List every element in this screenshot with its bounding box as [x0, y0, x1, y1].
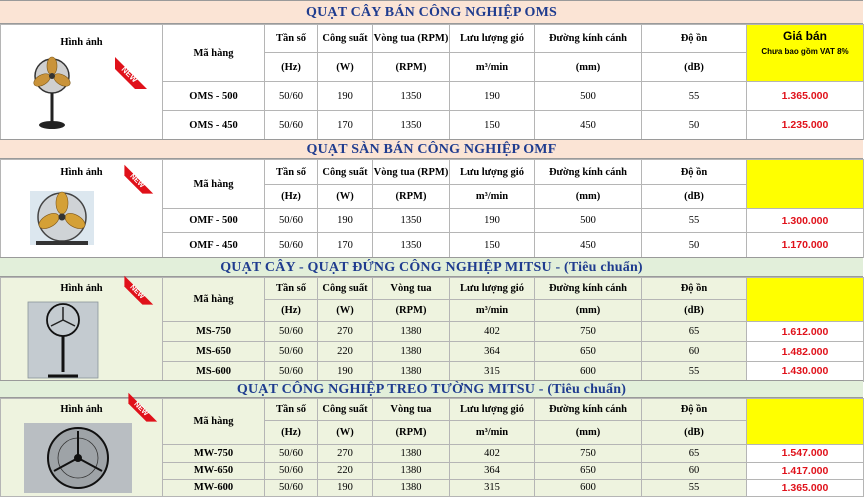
row-noise: 55: [642, 82, 747, 111]
svg-text:NEW: NEW: [119, 64, 140, 84]
header-speed: Vòng tua: [373, 399, 450, 421]
price-header-cell: [747, 278, 864, 322]
header-flow: Lưu lượng gió: [450, 278, 535, 300]
header-power: Công suất: [318, 25, 373, 53]
header-code: Mã hàng: [163, 160, 265, 209]
row-freq: 50/60: [265, 445, 318, 462]
row-noise: 55: [642, 479, 747, 496]
row-freq: 50/60: [265, 342, 318, 362]
section-title-oms: QUẠT CÂY BÁN CÔNG NGHIỆP OMS: [0, 0, 863, 24]
row-power: 190: [318, 82, 373, 111]
unit-diameter: (mm): [535, 300, 642, 322]
header-code: Mã hàng: [163, 25, 265, 82]
unit-diameter: (mm): [535, 185, 642, 209]
unit-diameter: (mm): [535, 53, 642, 82]
row-diameter: 450: [535, 111, 642, 140]
row-diameter: 600: [535, 362, 642, 381]
product-image-cell: [1, 53, 163, 140]
row-price: 1.547.000: [747, 445, 864, 462]
header-freq: Tần số: [265, 25, 318, 53]
row-price: 1.300.000: [747, 209, 864, 233]
row-code: MS-750: [163, 322, 265, 342]
row-diameter: 750: [535, 445, 642, 462]
header-diameter: Đường kính cánh: [535, 160, 642, 185]
row-code: MS-600: [163, 362, 265, 381]
row-diameter: 750: [535, 322, 642, 342]
table-mw: [0, 398, 864, 497]
row-code: OMS - 500: [163, 82, 265, 111]
header-noise: Độ ồn: [642, 278, 747, 300]
row-freq: 50/60: [265, 462, 318, 479]
row-diameter: 500: [535, 209, 642, 233]
row-code: MW-650: [163, 462, 265, 479]
header-image: Hình ảnh: [1, 25, 163, 53]
row-diameter: 650: [535, 342, 642, 362]
row-price: 1.417.000: [747, 462, 864, 479]
row-flow: 315: [450, 362, 535, 381]
row-power: 270: [318, 322, 373, 342]
section-title-ms: QUẠT CÂY - QUẠT ĐỨNG CÔNG NGHIỆP MITSU - (Tiêu chuẩn): [0, 257, 863, 277]
row-power: 170: [318, 233, 373, 258]
header-diameter: Đường kính cánh: [535, 278, 642, 300]
svg-text:NEW: NEW: [128, 170, 147, 190]
row-freq: 50/60: [265, 479, 318, 496]
table-ms: [0, 277, 864, 382]
row-diameter: 500: [535, 82, 642, 111]
header-noise: Độ ồn: [642, 160, 747, 185]
row-noise: 55: [642, 209, 747, 233]
header-freq: Tần số: [265, 278, 318, 300]
price-header-cell: [747, 25, 864, 82]
row-code: MW-750: [163, 445, 265, 462]
section-title-mw: QUẠT CÔNG NGHIỆP TREO TƯỜNG MITSU - (Tiêu chuẩn): [0, 380, 863, 398]
unit-flow: m³/min: [450, 53, 535, 82]
row-diameter: 450: [535, 233, 642, 258]
row-power: 220: [318, 342, 373, 362]
header-code: Mã hàng: [163, 399, 265, 445]
new-badge: [119, 163, 155, 202]
row-price: 1.482.000: [747, 342, 864, 362]
row-speed: 1380: [373, 342, 450, 362]
row-speed: 1380: [373, 445, 450, 462]
row-code: MW-600: [163, 479, 265, 496]
row-freq: 50/60: [265, 111, 318, 140]
header-speed: Vòng tua (RPM): [373, 160, 450, 185]
table-omf: [0, 159, 864, 258]
row-power: 190: [318, 362, 373, 381]
unit-speed: (RPM): [373, 300, 450, 322]
row-freq: 50/60: [265, 209, 318, 233]
row-code: OMS - 450: [163, 111, 265, 140]
row-freq: 50/60: [265, 322, 318, 342]
unit-freq: (Hz): [265, 185, 318, 209]
row-freq: 50/60: [265, 233, 318, 258]
row-price: 1.430.000: [747, 362, 864, 381]
header-noise: Độ ồn: [642, 25, 747, 53]
header-power: Công suất: [318, 278, 373, 300]
table-oms: [0, 24, 864, 140]
row-speed: 1380: [373, 462, 450, 479]
row-flow: 315: [450, 479, 535, 496]
row-noise: 50: [642, 233, 747, 258]
row-noise: 55: [642, 362, 747, 381]
row-speed: 1350: [373, 209, 450, 233]
row-diameter: 600: [535, 479, 642, 496]
row-power: 190: [318, 209, 373, 233]
row-speed: 1350: [373, 233, 450, 258]
svg-text:NEW: NEW: [132, 398, 151, 418]
row-speed: 1350: [373, 82, 450, 111]
unit-diameter: (mm): [535, 421, 642, 445]
row-power: 170: [318, 111, 373, 140]
unit-noise: (dB): [642, 53, 747, 82]
row-flow: 190: [450, 209, 535, 233]
row-flow: 190: [450, 82, 535, 111]
row-noise: 65: [642, 322, 747, 342]
row-freq: 50/60: [265, 362, 318, 381]
row-flow: 150: [450, 111, 535, 140]
row-code: OMF - 450: [163, 233, 265, 258]
unit-power: (W): [318, 421, 373, 445]
row-price: 1.170.000: [747, 233, 864, 258]
new-badge: [119, 274, 155, 313]
row-flow: 364: [450, 342, 535, 362]
header-flow: Lưu lượng gió: [450, 399, 535, 421]
unit-freq: (Hz): [265, 300, 318, 322]
unit-noise: (dB): [642, 185, 747, 209]
svg-text:NEW: NEW: [128, 281, 147, 301]
header-price-note: Chưa bao gồm VAT 8%: [761, 47, 849, 56]
header-power: Công suất: [318, 160, 373, 185]
header-freq: Tần số: [265, 160, 318, 185]
row-diameter: 650: [535, 462, 642, 479]
unit-power: (W): [318, 53, 373, 82]
row-speed: 1380: [373, 479, 450, 496]
row-flow: 402: [450, 445, 535, 462]
unit-noise: (dB): [642, 300, 747, 322]
header-code: Mã hàng: [163, 278, 265, 322]
unit-freq: (Hz): [265, 421, 318, 445]
row-noise: 50: [642, 111, 747, 140]
section-title-omf: QUẠT SÀN BÁN CÔNG NGHIỆP OMF: [0, 139, 863, 159]
row-power: 220: [318, 462, 373, 479]
unit-flow: m³/min: [450, 185, 535, 209]
header-image: Hình ảnh: [1, 399, 163, 421]
header-price: Giá bán: [782, 29, 827, 43]
unit-speed: (RPM): [373, 53, 450, 82]
wall-fan-image: [12, 421, 152, 493]
row-noise: 60: [642, 462, 747, 479]
header-speed: Vòng tua: [373, 278, 450, 300]
row-price: 1.612.000: [747, 322, 864, 342]
row-code: MS-650: [163, 342, 265, 362]
unit-power: (W): [318, 185, 373, 209]
header-diameter: Đường kính cánh: [535, 25, 642, 53]
header-power: Công suất: [318, 399, 373, 421]
price-header-cell: [747, 160, 864, 209]
header-flow: Lưu lượng gió: [450, 25, 535, 53]
price-header-cell: [747, 399, 864, 445]
new-badge: [123, 391, 159, 430]
header-noise: Độ ồn: [642, 399, 747, 421]
unit-noise: (dB): [642, 421, 747, 445]
row-noise: 60: [642, 342, 747, 362]
header-freq: Tần số: [265, 399, 318, 421]
header-image: Hình ảnh: [1, 160, 163, 185]
header-image: Hình ảnh: [1, 278, 163, 300]
unit-flow: m³/min: [450, 421, 535, 445]
row-code: OMF - 500: [163, 209, 265, 233]
row-power: 190: [318, 479, 373, 496]
row-speed: 1350: [373, 111, 450, 140]
row-power: 270: [318, 445, 373, 462]
unit-power: (W): [318, 300, 373, 322]
row-speed: 1380: [373, 322, 450, 342]
unit-flow: m³/min: [450, 300, 535, 322]
row-flow: 402: [450, 322, 535, 342]
unit-speed: (RPM): [373, 185, 450, 209]
unit-freq: (Hz): [265, 53, 318, 82]
header-diameter: Đường kính cánh: [535, 399, 642, 421]
header-flow: Lưu lượng gió: [450, 160, 535, 185]
row-freq: 50/60: [265, 82, 318, 111]
unit-speed: (RPM): [373, 421, 450, 445]
row-speed: 1380: [373, 362, 450, 381]
header-speed: Vòng tua (RPM): [373, 25, 450, 53]
row-flow: 364: [450, 462, 535, 479]
row-price: 1.365.000: [747, 82, 864, 111]
row-flow: 150: [450, 233, 535, 258]
row-noise: 65: [642, 445, 747, 462]
new-badge: [109, 55, 149, 98]
row-price: 1.365.000: [747, 479, 864, 496]
row-price: 1.235.000: [747, 111, 864, 140]
